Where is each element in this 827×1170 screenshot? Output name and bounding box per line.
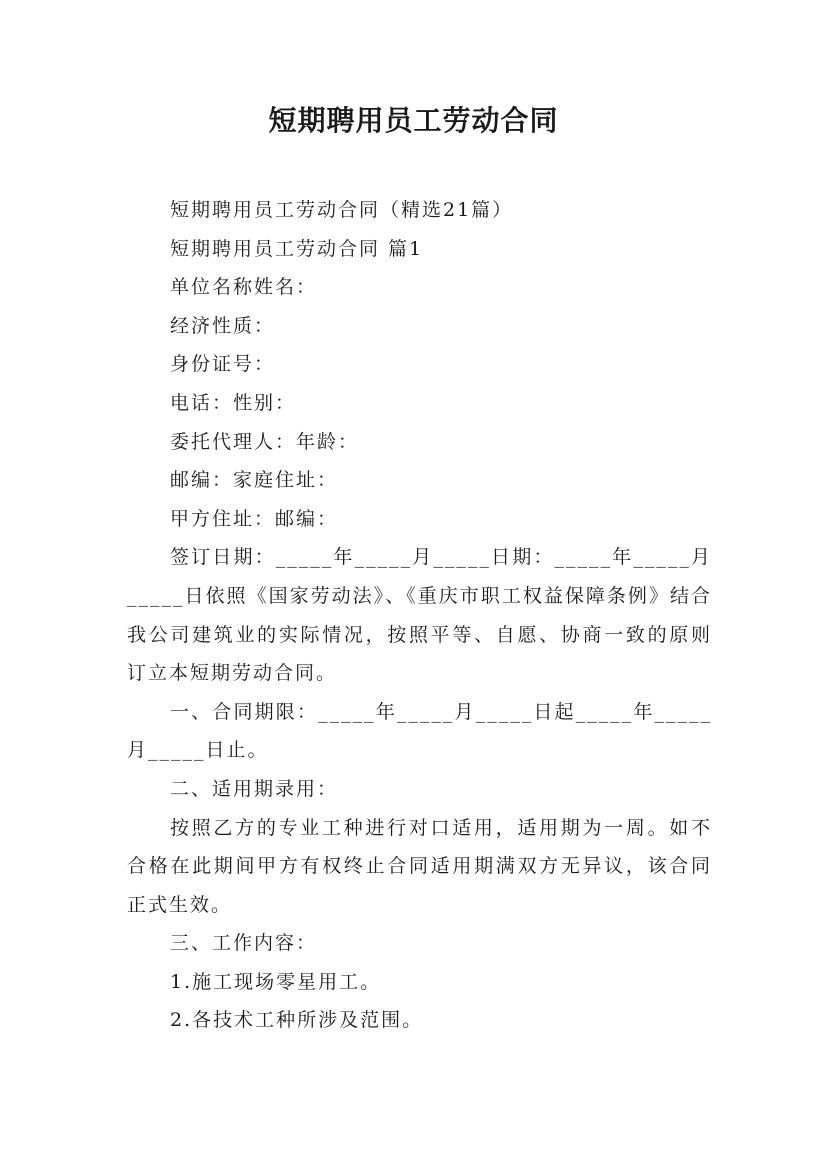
paragraph-work-item-2: 2.各技术工种所涉及范围。: [170, 1009, 424, 1032]
paragraph-field-phone-gender: 电话：性别：: [170, 391, 297, 414]
paragraph-subtitle: 短期聘用员工劳动合同（精选21篇）: [170, 199, 514, 221]
document-body: [127, 191, 712, 1040]
paragraph-section-heading: 短期聘用员工劳动合同 篇1: [170, 237, 424, 260]
paragraph-field-id-number: 身份证号：: [170, 353, 276, 376]
document-title: 短期聘用员工劳动合同: [268, 104, 559, 137]
paragraph-work-item-1: 1.施工现场零星用工。: [170, 970, 382, 993]
paragraph-field-postcode-address: 邮编：家庭住址：: [170, 469, 339, 492]
paragraph-contract-term: 一、合同期限：_____年_____月_____日起_____年_____月_____日止。: [127, 700, 712, 762]
paragraph-work-content-heading: 三、工作内容：: [170, 932, 318, 955]
paragraph-field-unit-name: 单位名称姓名：: [170, 276, 318, 299]
paragraph-probation-heading: 二、适用期录用：: [170, 777, 339, 800]
paragraph-probation-body: 按照乙方的专业工种进行对口适用，适用期为一周。如不合格在此期间甲方有权终止合同适用期满双方无异议，该合同正式生效。: [127, 816, 712, 916]
paragraph-field-party-a-address: 甲方住址：邮编：: [170, 507, 339, 530]
paragraph-field-agent-age: 委托代理人：年龄：: [170, 430, 360, 453]
paragraph-field-economic-nature: 经济性质：: [170, 314, 276, 337]
paragraph-signing-date: 签订日期：_____年_____月_____日期：_____年_____月_____日依照《国家劳动法》、《重庆市职工权益保障条例》结合我公司建筑业的实际情况，按照平等、自愿、协商一致的原则订立本短期劳动合同。: [127, 546, 712, 685]
